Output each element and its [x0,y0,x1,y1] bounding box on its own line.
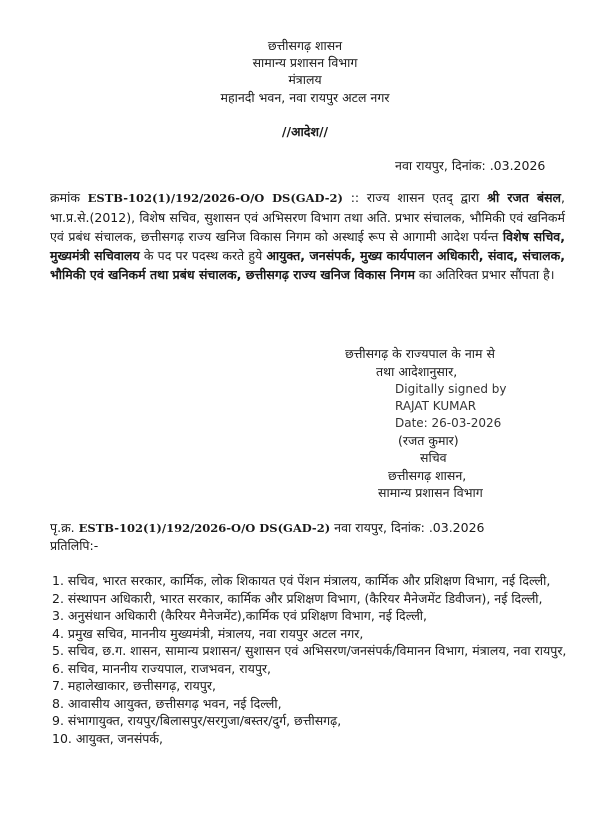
list-item: 4. प्रमुख सचिव, माननीय मुख्यमंत्री, मंत्रालय, नवा रायपुर अटल नगर, [52,625,364,641]
order-body [50,188,565,284]
body-text-3: के पद पर पदस्थ करते हुये [139,248,267,263]
signatory-name: (रजत कुमार) [398,433,459,448]
officer-name: श्री रजत बंसल [487,190,562,205]
endorsement-line [50,520,485,536]
endorsement-prefix: पृ.क्र. [50,520,75,535]
copy-list [52,572,572,747]
list-item: 6. सचिव, माननीय राज्यपाल, राजभवन, रायपुर, [52,660,272,676]
ref-number: ESTB-102(1)/192/2026-O/O DS(GAD-2) [87,191,343,205]
signatory-org2: सामान्य प्रशासन विभाग [378,485,483,500]
header-department: सामान्य प्रशासन विभाग [252,55,358,70]
digital-signature-label: Digitally signed by [395,382,507,396]
list-item: 3. अनुसंधान अधिकारी (कैरियर मैनेजमेंट),कार्मिक एवं प्रशिक्षण विभाग, नई दिल्ली, [52,608,428,623]
header-government: छत्तीसगढ़ शासन [267,38,343,53]
endorsement-ref-number: ESTB-102(1)/192/2026-O/O DS(GAD-2) [78,521,331,535]
list-item: 8. आवासीय आयुक्त, छत्तीसगढ़ भवन, नई दिल्ली, [52,695,282,711]
date-line: नवा रायपुर, दिनांक: .03.2026 [395,158,546,173]
list-item: 7. महालेखाकार, छत्तीसगढ़, रायपुर, [52,678,216,693]
list-item: 10. आयुक्त, जनसंपर्क, [52,730,163,746]
new-post: विशेष सचिव, मुख्यमंत्री सचिवालय [50,229,566,263]
endorsement-suffix: नवा रायपुर, दिनांक: .03.2026 [330,520,485,535]
signature-authority-line2: तथा आदेशानुसार, [376,364,458,379]
ref-prefix: क्रमांक [50,190,80,205]
header-address: महानदी भवन, नवा रायपुर अटल नगर [220,90,390,105]
body-text-4: का अतिरिक्त प्रभार सौंपता है। [414,267,555,282]
body-text-2: , भा.प्र.से.(2012), विशेष सचिव, सुशासन एवं अभिसरण विभाग तथा अति. प्रभार संचालक, भौमिकी एवं खनिकर्म एवं प्रबंध संचालक, छत्तीसगढ़ राज्य खनिज विकास निगम को अस्थाई रूप से आगामी आदेश पर्यन्त [50,190,566,244]
body-text-1: :: राज्य शासन एतद् द्वारा [342,190,488,205]
additional-charge-posts: आयुक्त, जनसंपर्क, मुख्य कार्यपालन अधिकारी, संवाद, संचालक, भौमिकी एवं खनिकर्म तथा प्रबंध संचालक, छत्तीसगढ़ राज्य खनिज विकास निगम [50,248,565,282]
list-item: 1. सचिव, भारत सरकार, कार्मिक, लोक शिकायत एवं पेंशन मंत्रालय, कार्मिक और प्रशिक्षण विभाग, नई दिल्ली, [52,573,551,588]
order-title: //आदेश// [281,124,329,139]
signatory-title: सचिव [420,450,447,465]
signatory-org1: छत्तीसगढ़ शासन, [388,468,467,483]
signature-authority-line1: छत्तीसगढ़ के राज्यपाल के नाम से [345,346,495,361]
list-item: 5. सचिव, छ.ग. शासन, सामान्य प्रशासन/ सुशासन एवं अभिसरण/जनसंपर्क/विमानन विभाग, मंत्रालय, नवा रायपुर, [52,643,567,658]
header-ministry: मंत्रालय [288,72,322,87]
digital-signature-name: RAJAT KUMAR [395,399,477,413]
list-item: 9. संभागायुक्त, रायपुर/बिलासपुर/सरगुजा/बस्तर/दुर्ग, छत्तीसगढ़, [52,713,342,728]
copy-label: प्रतिलिपि:- [50,538,99,553]
list-item: 2. संस्थापन अधिकारी, भारत सरकार, कार्मिक और प्रशिक्षण विभाग, (कैरियर मैनेजमेंट डिवीजन), नई दिल्ली, [52,590,543,606]
digital-signature-date: Date: 26-03-2026 [395,416,502,430]
